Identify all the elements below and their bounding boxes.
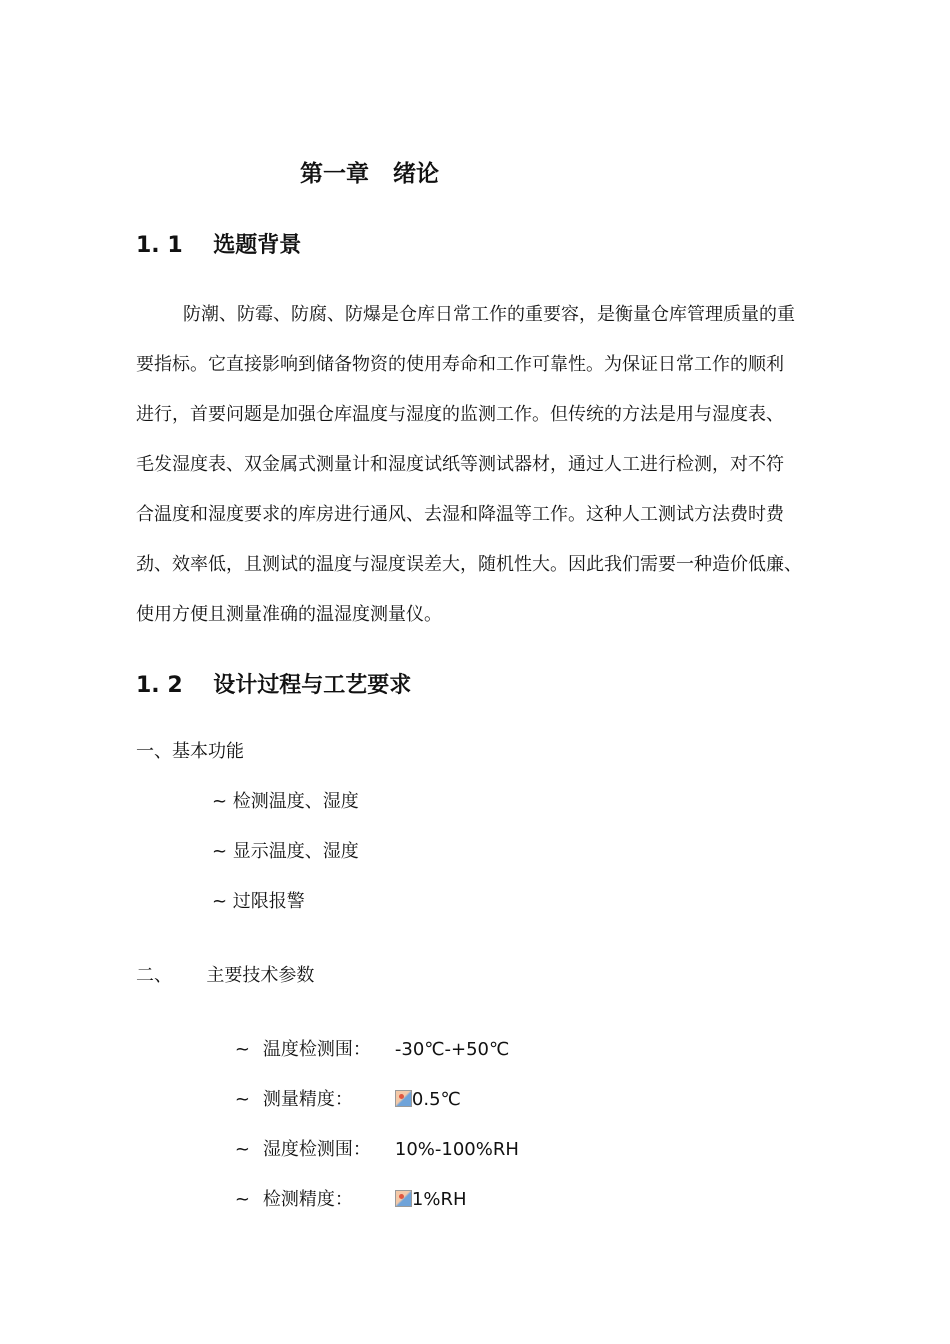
- chapter-title: 第一章 绪论: [300, 161, 440, 187]
- param-value: 10%-100%RH: [394, 1139, 519, 1160]
- param-row: [212, 1164, 467, 1236]
- param-label: 温度检测围：: [262, 1039, 371, 1060]
- broken-image-icon: [395, 1190, 412, 1207]
- paragraph-line: 劲、效率低，且测试的温度与湿度误差大，随机性大。因此我们需要一种造价低廉、: [136, 554, 802, 575]
- tilde-marker: ~: [234, 1089, 250, 1110]
- function-item: ~ 过限报警: [212, 891, 305, 912]
- param-value: -30℃-+50℃: [394, 1039, 510, 1060]
- section-heading-background: 1. 1 选题背景: [136, 233, 302, 258]
- param-label: 测量精度：: [262, 1089, 353, 1110]
- function-item: ~ 显示温度、湿度: [212, 841, 359, 862]
- tilde-marker: ~: [234, 1189, 250, 1210]
- paragraph-line: 毛发湿度表、双金属式测量计和湿度试纸等测试器材，通过人工进行检测，对不符: [136, 454, 784, 475]
- tilde-marker: ~: [234, 1139, 250, 1160]
- section-heading-design: 1. 2 设计过程与工艺要求: [136, 673, 412, 698]
- background-paragraph: [136, 290, 856, 640]
- paragraph-line: 合温度和湿度要求的库房进行通风、去湿和降温等工作。这种人工测试方法费时费: [136, 504, 784, 525]
- tech-params-title: 二、 主要技术参数: [136, 965, 315, 986]
- param-value: 0.5℃: [411, 1089, 461, 1110]
- paragraph-line: 防潮、防霉、防腐、防爆是仓库日常工作的重要容，是衡量仓库管理质量的重: [183, 304, 795, 325]
- tilde-marker: ~: [234, 1039, 250, 1060]
- param-label: 湿度检测围：: [262, 1139, 371, 1160]
- paragraph-line: 进行，首要问题是加强仓库温度与湿度的监测工作。但传统的方法是用与湿度表、: [136, 404, 784, 425]
- paragraph-line: 使用方便且测量准确的温湿度测量仪。: [136, 604, 442, 625]
- basic-functions-title: 一、基本功能: [136, 741, 244, 762]
- param-label: 检测精度：: [262, 1189, 353, 1210]
- broken-image-icon: [395, 1090, 412, 1107]
- function-item: ~ 检测温度、湿度: [212, 791, 359, 812]
- param-value: 1%RH: [411, 1189, 467, 1210]
- paragraph-line: 要指标。它直接影响到储备物资的使用寿命和工作可靠性。为保证日常工作的顺利: [136, 354, 784, 375]
